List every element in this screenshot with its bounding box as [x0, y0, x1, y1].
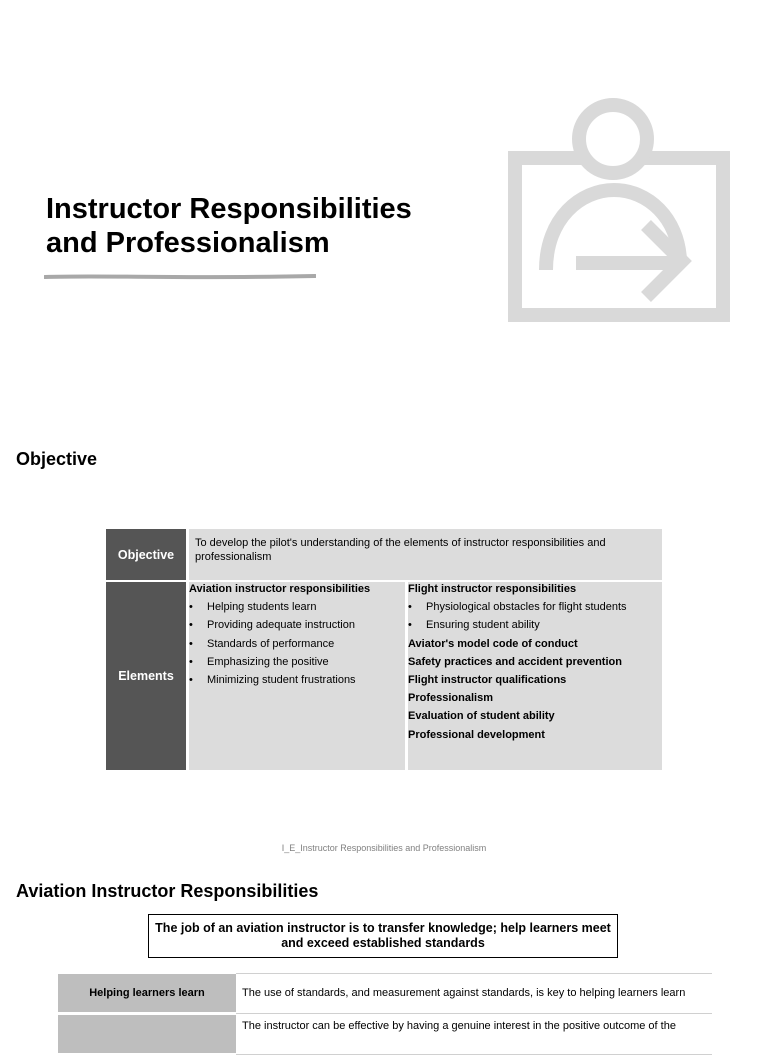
- list-item: • Ensuring student ability: [408, 618, 662, 632]
- section-heading-objective: Objective: [16, 449, 98, 469]
- bold-item: Aviator's model code of conduct: [408, 637, 578, 650]
- list-item: • Standards of performance: [189, 637, 405, 651]
- row-label: [58, 1013, 236, 1054]
- title-line-2: and Professionalism: [46, 227, 330, 259]
- title-underline: [44, 274, 316, 280]
- section-heading-aviation-instructor: Aviation Instructor Responsibilities: [16, 881, 319, 901]
- page-footer: I_E_Instructor Responsibilities and Professionalism: [281, 843, 487, 853]
- right-heading: Flight instructor responsibilities: [408, 583, 577, 595]
- page-title: [46, 192, 476, 260]
- title-line-1: Instructor Responsibilities: [46, 193, 412, 225]
- list-item: • Emphasizing the positive: [189, 655, 405, 669]
- elements-right-column: [407, 581, 663, 770]
- bold-item: Professionalism: [408, 692, 493, 705]
- bold-item: Professional development: [408, 728, 545, 741]
- bold-item: Flight instructor qualifications: [408, 673, 567, 686]
- table-row: [58, 974, 712, 1014]
- elements-left-column: [188, 581, 407, 770]
- list-item: • Physiological obstacles for flight students: [408, 600, 662, 614]
- bold-item: Evaluation of student ability: [408, 710, 555, 723]
- list-item: • Helping students learn: [189, 600, 405, 614]
- row-text: The use of standards, and measurement against standards, is key to helping learners learn: [236, 974, 712, 1014]
- objective-label: Objective: [106, 529, 188, 581]
- responsibilities-table: [58, 973, 712, 1056]
- right-list: [408, 600, 662, 632]
- list-item: • Minimizing student frustrations: [189, 673, 405, 687]
- bold-item: Safety practices and accident prevention: [408, 655, 622, 668]
- person-arrow-icon: [506, 98, 732, 322]
- objective-text: To develop the pilot's understanding of the elements of instructor responsibilities and professionalism: [188, 529, 663, 581]
- table-row: [58, 1013, 712, 1054]
- row-text: The instructor can be effective by having a genuine interest in the positive outcome of the: [236, 1013, 712, 1054]
- list-item: • Providing adequate instruction: [189, 618, 405, 632]
- left-list: [189, 600, 405, 687]
- elements-label: Elements: [106, 581, 188, 770]
- callout-box: The job of an aviation instructor is to transfer knowledge; help learners meet and exceed established standards: [148, 914, 618, 958]
- row-label: Helping learners learn: [58, 974, 236, 1014]
- left-heading: Aviation instructor responsibilities: [189, 583, 371, 595]
- objective-table: [106, 529, 662, 770]
